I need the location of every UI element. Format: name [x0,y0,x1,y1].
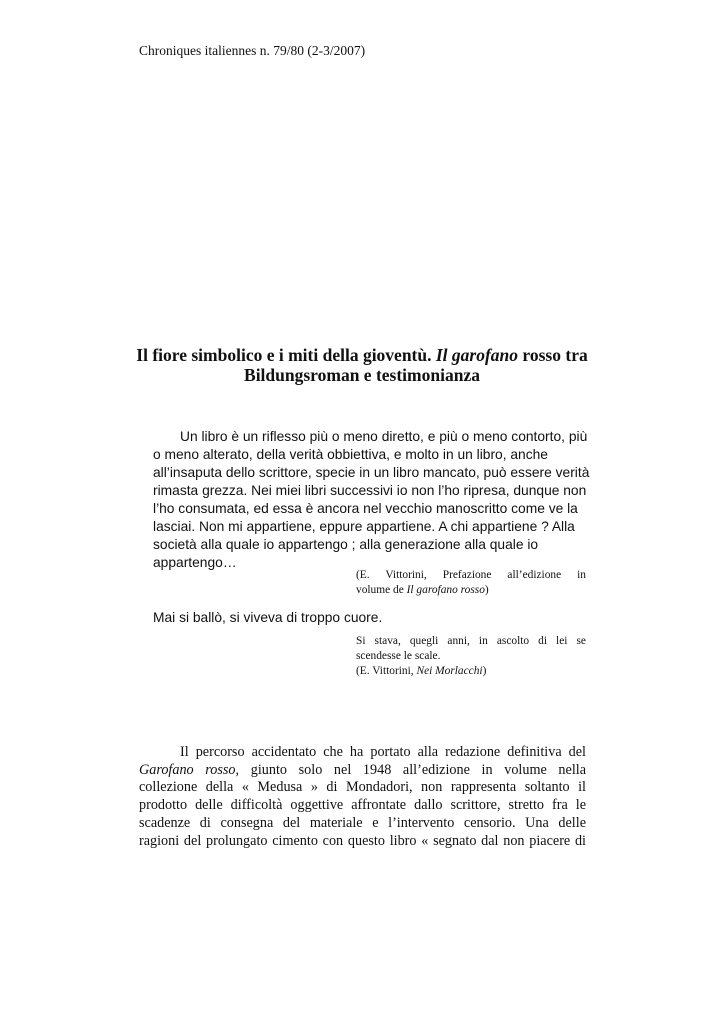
quote-line: lasciai. Non mi appartiene, eppure appartiene. A chi appartiene ? Alla [153,519,575,534]
title-line-2: Bildungsroman e testimonianza [244,365,480,385]
quote-line: all’insaputa dello scrittore, specie in un libro mancato, può essere verità [153,465,590,480]
attribution-line [356,664,586,679]
body-line: prodotto delle difficoltà oggettive affrontate dallo scrittore, stretto fra le [139,797,586,814]
attribution-text: ) [484,584,489,596]
quote-line: o meno alterato, della verità obbiettiva, e molto in un libro, anche [153,447,548,462]
quote-line: l’ho consumata, ed essa è ancora nel vecchio manoscritto come ve la [153,501,578,516]
opening-quote [153,428,593,572]
body-line [139,762,586,780]
attribution-text: ) [482,665,487,677]
attribution-line: (E. Vittorini, Prefazione all’edizione in [356,569,586,581]
quote-line: appartengo… [153,555,237,570]
attribution-text: volume de [356,584,407,596]
title-text: rosso tra [518,345,588,365]
body-text: , giunto solo nel 1948 all’edizione in volume nella [235,761,586,778]
attribution-line: Si stava, quegli anni, in ascolto di lei se [356,635,586,647]
title-italic: Il garofano [435,345,519,365]
quote-line: società alla quale io appartengo ; alla generazione alla quale io [153,537,539,552]
attribution-line: scendesse le scale. [356,650,441,662]
title-line-1 [100,345,624,365]
epigraph: Mai si ballò, si viveva di troppo cuore. [153,610,383,625]
body-italic: Garofano rosso [139,761,236,778]
body-line: Il percorso accidentato che ha portato alla redazione definitiva del [180,744,586,760]
attribution-line [356,583,586,598]
body-line: collezione della « Medusa » di Mondadori, non rappresenta soltanto il [139,779,586,796]
attribution-italic: Il garofano rosso [406,584,485,596]
body-line: scadenze di consegna del materiale e l’intervento censorio. Una delle [139,814,586,831]
body-paragraph [139,744,586,850]
epigraph-attribution [356,634,586,679]
running-header: Chroniques italiennes n. 79/80 (2-3/2007) [139,43,366,58]
quote-line: rimasta grezza. Nei miei libri successivi io non l’ho ripresa, dunque non [153,483,587,498]
attribution-text: (E. Vittorini, [356,665,417,677]
article-title [100,345,624,385]
quote-line: Un libro è un riflesso più o meno diretto, e più o meno contorto, più [180,429,588,444]
body-line: ragioni del prolungato cimento con questo libro « segnato dal non piacere di [139,832,586,849]
attribution-italic: Nei Morlacchi [416,665,483,677]
title-text: Il fiore simbolico e i miti della gioventù. [136,345,436,365]
quote-attribution [356,568,586,598]
